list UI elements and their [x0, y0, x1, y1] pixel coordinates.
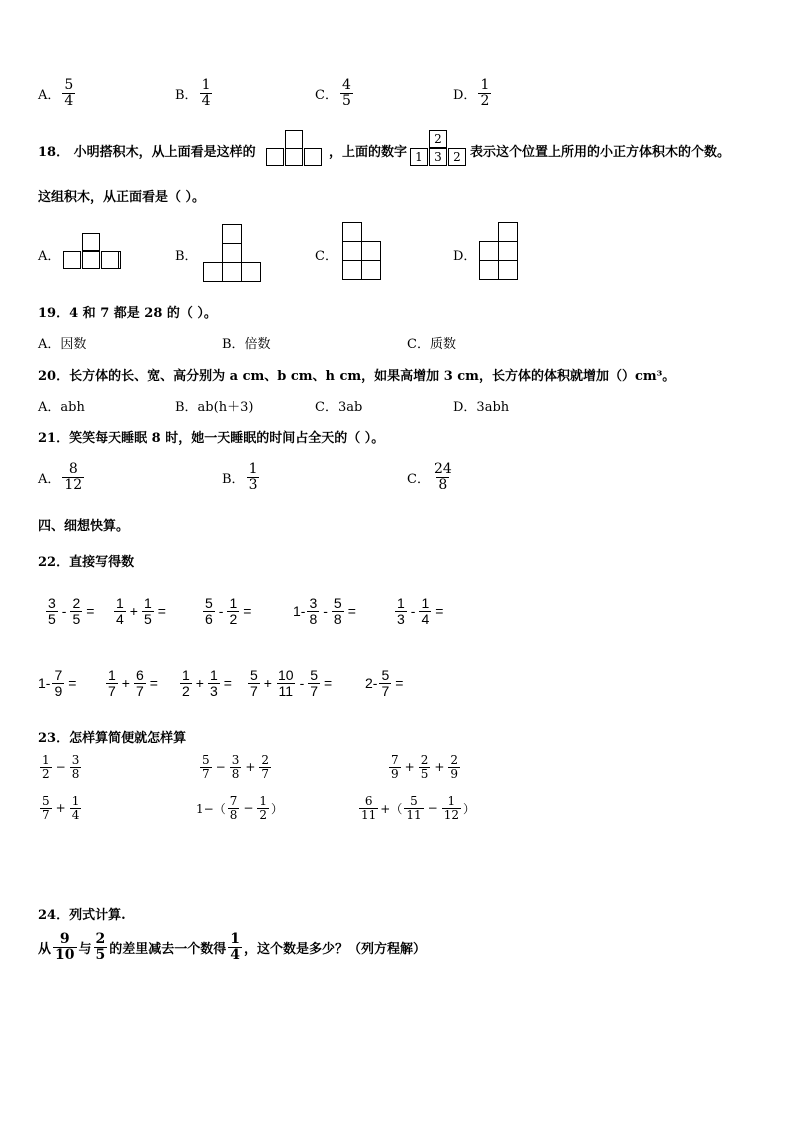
fraction: $\frac{1}{2}$: [480, 77, 490, 109]
digit-cell: 2: [448, 148, 466, 166]
q22-expr-2: $\frac{1}{4}$ + $\frac{1}{5}$ =: [116, 595, 166, 627]
q18-option-d-letter[interactable]: D．: [453, 249, 477, 264]
q21-option-c[interactable]: [407, 462, 456, 492]
digit-cell: 3: [429, 148, 447, 166]
q19-option-b[interactable]: B．倍数: [222, 337, 271, 352]
option-letter: B．: [175, 87, 198, 103]
q23-calc-1: $\frac{1}{2}$ − $\frac{3}{8}$: [42, 753, 80, 781]
digit-cell: 2: [429, 130, 447, 148]
q22-expr-1: $\frac{3}{5}$ - $\frac{2}{5}$ =: [48, 595, 95, 627]
fraction: $\frac{5}{4}$: [64, 77, 74, 109]
q18-stem-part1: 18． 小明搭积木，从上面看是这样的: [38, 145, 256, 160]
q22-expr-3: $\frac{5}{6}$ - $\frac{1}{2}$ =: [205, 595, 252, 627]
q20-stem: 20．长方体的长、宽、高分别为 a cm、b cm、h cm，如果高增加 3 cm，长方体的体积就增加（）cm³。: [38, 369, 676, 384]
q23-calc-3: $\frac{7}{9}$ + $\frac{2}{5}$ + $\frac{2}{9}$: [391, 753, 459, 781]
fraction: $\frac{24}{8}$: [433, 461, 452, 493]
q23-calc-4: $\frac{5}{7}$ + $\frac{1}{4}$: [42, 794, 80, 822]
fraction: $\frac{2}{5}$: [95, 931, 106, 963]
numbered-top-view-figure: [410, 130, 468, 168]
q20-option-c[interactable]: C．3ab: [315, 400, 363, 415]
q19-option-c[interactable]: C．质数: [407, 337, 456, 352]
q21-option-a[interactable]: [38, 462, 86, 492]
q22-expr-9: $\frac{5}{7}$ + $\frac{10}{11}$ - $\frac{5}{7}$ =: [250, 667, 333, 699]
q19-stem: 19．4 和 7 都是 28 的（ ）。: [38, 306, 217, 321]
option-letter: C．: [315, 87, 338, 103]
option-letter: D．: [453, 87, 477, 103]
q18-stem-line2: 这组积木，从正面看是（ ）。: [38, 190, 206, 205]
q21-stem: 21．笑笑每天睡眠 8 时，她一天睡眠的时间占全天的（ ）。: [38, 431, 385, 446]
q18-option-a-letter[interactable]: A．: [38, 249, 61, 264]
q22-expr-7: $\frac{1}{7}$ + $\frac{6}{7}$ =: [108, 667, 158, 699]
q21-option-b[interactable]: [222, 462, 261, 492]
fraction: $\frac{1}{4}$: [201, 77, 211, 109]
q17-option-d[interactable]: [453, 78, 493, 108]
q20-option-d[interactable]: D．3abh: [453, 400, 510, 415]
q17-option-c[interactable]: [315, 78, 355, 108]
q24-title: 24．列式计算.: [38, 908, 126, 923]
q20-option-b[interactable]: B．ab(h＋3): [175, 400, 254, 415]
top-view-figure: [266, 130, 324, 168]
q22-expr-5: $\frac{1}{3}$ - $\frac{1}{4}$ =: [397, 595, 444, 627]
q18-stem-part2: ，上面的数字: [329, 145, 408, 160]
q23-title: 23．怎样算简便就怎样算: [38, 731, 187, 746]
q23-calc-5: 1−（ $\frac{7}{8}$ − $\frac{1}{2}$ ）: [196, 794, 284, 822]
q22-expr-6: 1- $\frac{7}{9}$ =: [38, 667, 77, 699]
option-letter: A．: [38, 87, 61, 103]
q22-expr-4: 1- $\frac{3}{8}$ - $\frac{5}{8}$ =: [293, 595, 356, 627]
q18-stem-part3: 表示这个位置上所用的小正方体积木的个数。: [470, 145, 731, 160]
q20-option-a[interactable]: A．abh: [38, 400, 85, 415]
q22-title: 22．直接写得数: [38, 555, 135, 570]
section-heading: 四、细想快算。: [38, 519, 130, 534]
fraction: $\frac{4}{5}$: [341, 77, 351, 109]
q22-expr-8: $\frac{1}{2}$ + $\frac{1}{3}$ =: [182, 667, 232, 699]
option-letter: A．: [38, 471, 61, 487]
q24-problem: 从 $\frac{9}{10}$ 与 $\frac{2}{5}$ 的差里减去一个数得 $\frac{1}{4}$ ，这个数是多少？（列方程解）: [38, 931, 427, 963]
q19-option-a[interactable]: A．因数: [38, 337, 87, 352]
option-letter: B．: [222, 471, 245, 487]
fraction: $\frac{9}{10}$: [55, 931, 75, 963]
digit-cell: 1: [410, 148, 428, 166]
q23-calc-2: $\frac{5}{7}$ − $\frac{3}{8}$ + $\frac{2}{7}$: [202, 753, 270, 781]
q17-option-b[interactable]: [175, 78, 214, 108]
fraction: $\frac{8}{12}$: [64, 461, 83, 493]
fraction: $\frac{1}{4}$: [230, 931, 241, 963]
q23-calc-6: $\frac{6}{11}$ +（ $\frac{5}{11}$ − $\frac{1}{12}$ ）: [361, 794, 475, 822]
fraction: $\frac{1}{3}$: [248, 461, 258, 493]
q18-option-b-letter[interactable]: B．: [175, 249, 198, 264]
q18-option-c-letter[interactable]: C．: [315, 249, 338, 264]
q22-expr-10: 2- $\frac{5}{7}$ =: [365, 667, 404, 699]
option-letter: C．: [407, 471, 430, 487]
q17-option-a[interactable]: [38, 78, 77, 108]
